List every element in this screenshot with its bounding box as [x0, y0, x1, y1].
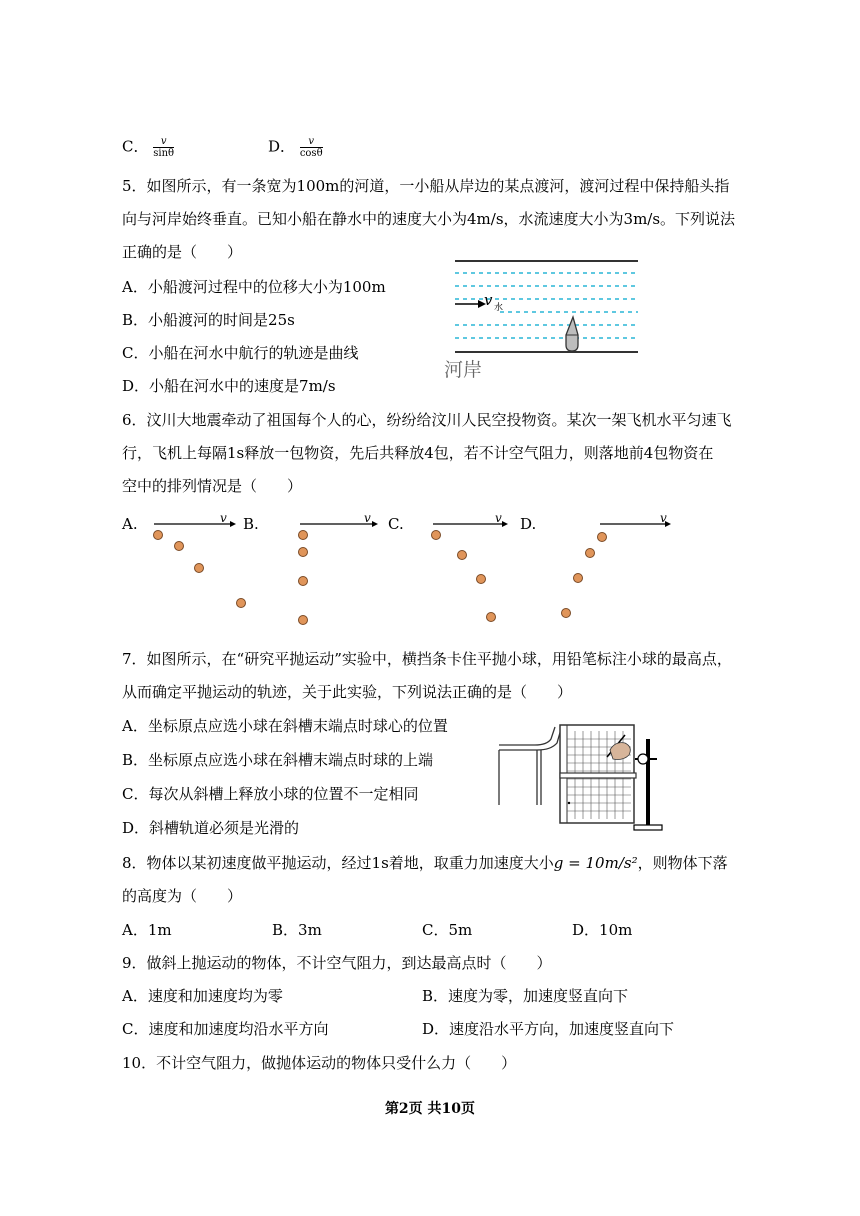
- svg-text:v: v: [364, 511, 371, 525]
- mark-dot: [568, 802, 570, 804]
- q6-figure-a: [154, 511, 246, 608]
- water-velocity-sub: 水: [494, 303, 504, 313]
- q8-formula: g = 10m/s²: [553, 854, 638, 872]
- q5-option-c: C．小船在河水中航行的轨迹是曲线: [122, 344, 359, 362]
- q4-option-d-label: D．: [268, 137, 296, 156]
- q6-option-b-label: B.: [243, 515, 259, 533]
- arrow-right-icon: [455, 300, 486, 308]
- boat-icon: [566, 317, 578, 351]
- slope-chute: [499, 727, 561, 805]
- q4-option-c: [122, 136, 174, 159]
- baffle-strip: [560, 773, 636, 778]
- q8-stem-line2: 的高度为（ ）: [122, 887, 243, 905]
- q7-option-a: A．坐标原点应选小球在斜槽末端点时球心的位置: [122, 717, 448, 735]
- q5-stem-line3: 正确的是（ ）: [122, 243, 243, 261]
- q4-c-numerator: v: [153, 136, 174, 148]
- q7-option-c: C．每次从斜槽上释放小球的位置不一定相同: [122, 785, 419, 803]
- q5-option-b: B．小船渡河的时间是25s: [122, 311, 295, 329]
- q4-option-c-label: C．: [122, 137, 149, 156]
- q4-d-numerator: v: [300, 136, 323, 148]
- water-velocity-label: v: [484, 291, 493, 309]
- q6-figure-d: [562, 511, 672, 618]
- river-figure: [440, 255, 650, 385]
- q8-stem-text: 8．物体以某初速度做平抛运动，经过1s着地，取重力加速度大小: [122, 854, 554, 872]
- q8-stem-line1: [122, 853, 728, 873]
- apparatus-figure: [497, 717, 667, 835]
- q6-options-figure: [150, 512, 680, 632]
- bank-label: 河岸: [444, 359, 483, 381]
- q4-c-denominator: sinθ: [153, 148, 175, 159]
- page-footer: 第2页 共10页: [384, 1101, 476, 1117]
- stand: [634, 739, 662, 830]
- q7-stem-line1: 7．如图所示，在“研究平抛运动”实验中，横挡条卡住平抛小球，用铅笔标注小球的最高点，: [122, 650, 732, 668]
- q4-option-d-fraction: [300, 136, 323, 159]
- q7-option-d: D．斜槽轨道必须是光滑的: [122, 819, 300, 837]
- q4-d-denominator: cosθ: [299, 148, 323, 159]
- q7-stem-line2: 从而确定平抛运动的轨迹，关于此实验，下列说法正确的是（ ）: [122, 683, 573, 701]
- q6-option-a-label: A.: [122, 515, 138, 533]
- q5-option-d: D．小船在河水中的速度是7m/s: [122, 377, 336, 395]
- q9-option-a: A．速度和加速度均为零: [122, 987, 283, 1005]
- q8-option-a: A．1m: [122, 921, 172, 939]
- q9-option-d: D．速度沿水平方向，加速度竖直向下: [422, 1020, 675, 1038]
- q6-option-d-label: D.: [520, 515, 537, 533]
- svg-text:v: v: [660, 511, 667, 525]
- q5-option-a: A．小船渡河过程中的位移大小为100m: [122, 278, 386, 296]
- q7-option-b: B．坐标原点应选小球在斜槽末端点时球的上端: [122, 751, 434, 769]
- q5-stem-line1: 5．如图所示，有一条宽为100m的河道，一小船从岸边的某点渡河，渡河过程中保持船头指: [122, 177, 730, 195]
- q8-option-d: D．10m: [572, 921, 633, 939]
- q10-stem-line1: 10．不计空气阻力，做抛体运动的物体只受什么力（ ）: [122, 1054, 517, 1072]
- q6-figure-c: [432, 511, 509, 622]
- q6-option-c-label: C.: [388, 515, 404, 533]
- q6-stem-line2: 行，飞机上每隔1s释放一包物资，先后共释放4包，若不计空气阻力，则落地前4包物资在: [122, 444, 714, 462]
- q8-option-c: C．5m: [422, 921, 473, 939]
- q9-stem-line1: 9．做斜上抛运动的物体，不计空气阻力，到达最高点时（ ）: [122, 954, 552, 972]
- svg-text:v: v: [495, 511, 502, 525]
- q4-option-d: [268, 136, 323, 159]
- q6-stem-line1: 6．汶川大地震牵动了祖国每个人的心，纷纷给汶川人民空投物资。某次一架飞机水平匀速飞: [122, 411, 732, 429]
- q8-option-b: B．3m: [272, 921, 322, 939]
- svg-text:v: v: [220, 511, 227, 525]
- q9-option-c: C．速度和加速度均沿水平方向: [122, 1020, 329, 1038]
- q8-stem-tail: ，则物体下落: [637, 854, 728, 872]
- q5-stem-line2: 向与河岸始终垂直。已知小船在静水中的速度大小为4m/s，水流速度大小为3m/s。下列说法: [122, 210, 736, 228]
- q6-figure-b: [299, 511, 379, 625]
- q4-option-c-fraction: [153, 136, 174, 159]
- q9-option-b: B．速度为零，加速度竖直向下: [422, 987, 629, 1005]
- q6-stem-line3: 空中的排列情况是（ ）: [122, 477, 303, 495]
